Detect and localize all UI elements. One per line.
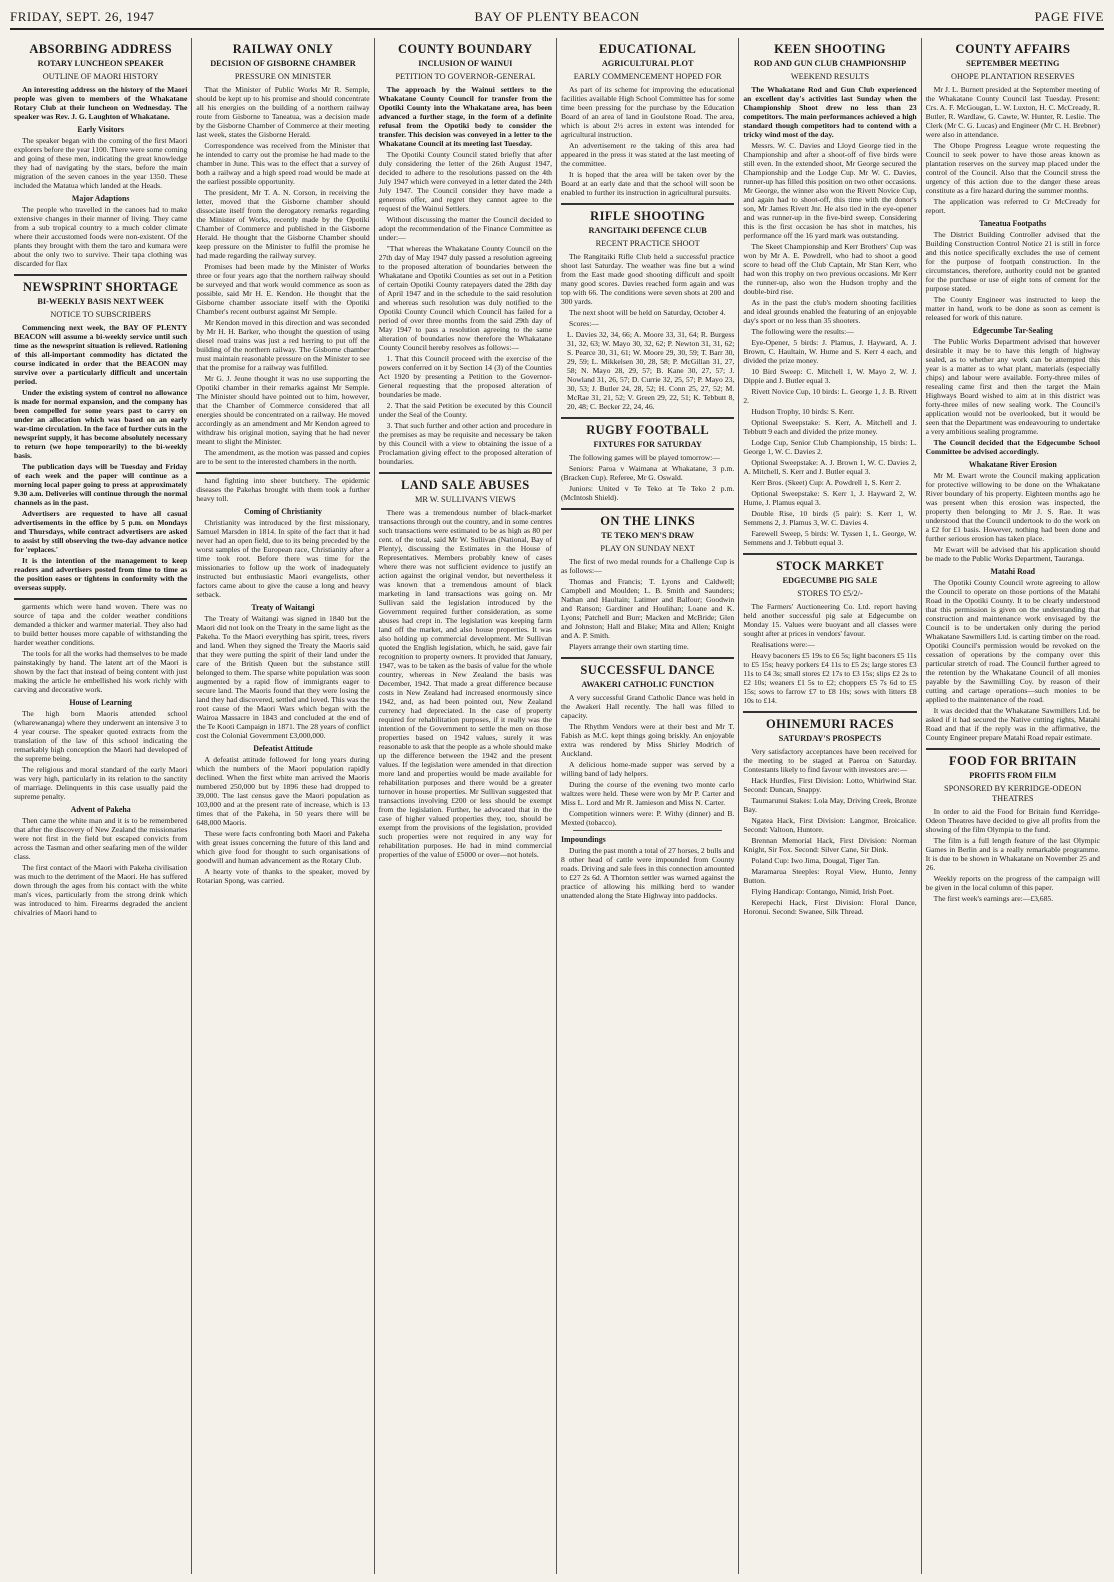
paragraph: The people who travelled in the canoes had to make extensive changes in their manner of living. They came from a sub tropical country to a much colder climate where their accustomed foods were non-existent. Of the plants they brought with them the taro and kumara were about the only two to survive. Their tapa clothing was discarded for flax [14,205,188,268]
result-line: Brennan Memorial Hack, First Division: Norman Knight, Sir Fox. Second: Silver Cane, Sir Dink. [743,836,917,854]
paragraph: Mr Ewart will be advised that his application should be made to the Public Works Department, Tauranga. [925,545,1100,563]
paragraph: During the past month a total of 27 horses, 2 bulls and 8 other head of cattle were impounded from County roads. Driving and sale fees in this connection amounted to £27 2s 6d. A Thornton settler was warned against the practice of allowing his milking herd to wander unattended along the State Highway into paddocks. [560,846,735,900]
column-1 [10,38,192,1574]
result-line: Ngatea Hack, First Division: Langmor, Broicalice. Second: Valtoon, Huntore. [743,816,917,834]
paragraph: The Farmers' Auctioneering Co. Ltd. report having held another successful pig sale at Edgecumbe on Monday 15. Values were buoyant and all classes were sought after at prices in vendors' favour. [743,602,917,638]
crosshead: Early Visitors [77,125,124,134]
paragraph: Christianity was introduced by the first missionary, Samuel Marsden in 1814. In spite of the fact that it had never had an open field, due to its being preceded by the worst samples of the European race, Christianity after a time took root. Before there was time for the missionaries to follow up the work of inadequately instructed but enthusiastic Maori evangelists, other factors came about to give the cause a long and heavy setback. [196,518,370,599]
issue-date: FRIDAY, SEPT. 26, 1947 [10,9,155,24]
result-line: Optional Sweepstake: A. J. Brown 1, W. C. Davies 2, A. Mitchell, S. Kerr and J. Butler equal 3. [743,458,917,476]
headline: RUGBY FOOTBALL [586,423,710,437]
paragraph: That the Minister of Public Works Mr R. Semple, should be kept up to his promise and should concentrate all his energies on the building of a northern railway route from Gisborne to Taneatua, was a decision made by the Gisborne Chamber of Commerce at their meeting last week, states the Gisborne Herald. [196,85,370,139]
result-line: Optional Sweepstake: S. Kerr, A. Mitchell and J. Tebbutt 9 each and divided the prize money. [743,418,917,436]
crosshead: Defeatist Attitude [253,744,313,753]
paragraph: The Ohope Progress League wrote requesting the Council to seek power to have those areas known as plantation reserves on the survey map placed under the control of the Council. Also that the Council stress the urgency of this action due to the danger these areas constitute as a fire hazard during the summer months. [925,141,1100,195]
subhead: PROFITS FROM FILM [969,771,1057,780]
result-line: Hudson Trophy, 10 birds: S. Kerr. [751,407,855,416]
column-6 [922,38,1104,1574]
result-line: Optional Sweepstake: S. Kerr 1, J. Hayward 2, W. Hume, J. Plamus equal 3. [743,489,917,507]
masthead [10,6,1104,30]
paragraph: Then came the white man and it is to be remembered that after the discovery of New Zealand the missionaries were not first in the field but escaped convicts from across the Tasman and other seafaring men of the wilder class. [14,816,188,861]
headline: COUNTY BOUNDARY [398,42,533,56]
crosshead: Treaty of Waitangi [251,603,315,612]
paragraph: The District Building Controller advised that the Building Construction Control Notice 21 is still in force and this notice specifically excludes the use of cement for the purpose of footpath construction. In the circumstances, therefore, authority could not be granted for the purchase or use of eight tons of cement for the purpose stated. [925,230,1100,293]
paragraph: The Council decided that the Edgecumbe School Committee be advised accordingly. [925,438,1100,456]
subhead: AGRICULTURAL PLOT [601,59,694,68]
column-2 [192,38,374,1574]
paragraph: The Opotiki County Council stated briefly that after duly considering the letter of the 26th August 1947, decided to adhere to the resolutions passed on the 4th July 1947 which were conveyed in a letter dated the 24th July 1947. The Council consider they have made a generous offer, and regret they cannot agree to the request of the Wainui Settlers. [378,150,552,213]
subhead: PLAY ON SUNDAY NEXT [600,544,695,553]
result-line: Rivett Novice Cup, 10 birds: L. George 1, J. B. Rivett 2. [743,387,917,405]
paragraph: Very satisfactory acceptances have been received for the meeting to be staged at Paeroa on Saturday. Contestants likely to find favour with investors are:— [743,747,917,774]
paragraph: The amendment, as the motion was passed and copies are to be sent to the interested chambers in the north. [196,448,370,466]
headline: SUCCESSFUL DANCE [580,663,715,677]
result-line: Hack Hurdles, First Division: Lotto, Whirlwind Star. Second: Duncan, Snappy. [743,776,917,794]
lead-paragraph: An interesting address on the history of the Maori people was given to members of the Whakatane Rotary Club at their luncheon on Wednesday. The speaker was Rev. J. G. Laughton of Whakatane. [14,85,188,121]
subhead: PETITION TO GOVERNOR-GENERAL [395,72,536,81]
subhead: ROTARY LUNCHEON SPEAKER [37,59,164,68]
paragraph: The first of two medal rounds for a Challenge Cup is as follows:— [560,557,735,575]
paragraph: The application was referred to Cr McCready for report. [925,197,1100,215]
subhead: PRESSURE ON MINISTER [234,72,332,81]
paragraph: Correspondence was received from the Minister that he intended to carry out the promise he had made to the chamber in June. This was to the effect that a survey of both a railway and a high speed road would be made at the earliest possible opportunity. [196,141,370,186]
paragraph: Commencing next week, the BAY OF PLENTY BEACON will assume a bi-weekly service until such time as the newsprint situation is relieved. Rationing of this all-important commodity has dictated the course indicated in order that the BEACON may survive over a particularly difficult and uncertain period. [14,323,188,386]
subhead: AWAKERI CATHOLIC FUNCTION [581,680,714,689]
subhead: TE TEKO MEN'S DRAW [601,531,695,540]
paragraph: The next shoot will be held on Saturday, October 4. [568,308,726,317]
divider [561,508,734,510]
subhead: SPONSORED BY KERRIDGE-ODEON THEATRES [944,784,1082,803]
subhead: STORES TO £5/2/- [797,589,863,598]
paragraph: Realisations were:— [751,640,815,649]
paragraph: The Rangitaiki Rifle Club held a successful practice shoot last Saturday. The weather was fine but a wind from the East made good shooting difficult and spoilt many good scores. Davies reached form again and was top with 66. The conditions were seven shots at 200 and 300 yards. [560,252,735,306]
subhead: OHOPE PLANTATION RESERVES [951,72,1075,81]
divider [14,598,187,600]
paragraph: It was decided that the Whakatane Sawmillers Ltd. be asked if it had secured the Native cutting rights, Matahi Road and that if the reply was in the affirmative, the County Engineer prepare Matahi Road repair estimate. [925,706,1100,742]
paragraph: 3. That such further and other action and procedure in the premises as may be requisite and necessary be taken by this Council with a view to obtaining the issue of a Proclamation giving effect to the proposed alteration of boundaries. [378,421,552,466]
divider [573,830,722,831]
paragraph: garments which were hand woven. There was no source of tapa and the colder weather conditions demanded a thicker and warmer material. They also had to build better houses more capable of withstanding the harder weather conditions. [14,602,188,647]
paragraph: As part of its scheme for improving the educational facilities available High School Committee has for some time been pressing for the purchase by the Education Board of an area of land in Goulstone Road. The area, which is about 2½ acres in extent was intended for agricultural instruction. [560,85,735,139]
subhead: RANGITAIKI DEFENCE CLUB [588,226,707,235]
divider [14,274,187,276]
score-list: L. Davies 32, 34, 66; A. Moore 33, 31, 64; R. Burgess 31, 32, 63; W. Mayo 30, 32, 62; P. Newton 31, 31, 62; S. Pearce 30, 31, 61; W. Moore 29, 30, 59; T. Barr 30, 29, 59; L. Mikkelsen 30, 28, 58; P. McGillan 31, 27, 58; N. Mayo 28, 29, 57; B. Kane 30, 27, 57; J. Nowland 31, 26, 57; D. Currie 32, 25, 57; P. Mayo 23, 30, 53; J. Butler 24, 28, 52; H. Conn 25, 27, 52; M. McRae 31, 21, 52; V. Green 29, 22, 51; K. Tebbutt 8, 20, 48; C. Becker 22, 24, 46. [566,330,735,411]
paragraph: 1. That this Council proceed with the exercise of the powers conferred on it by Section 14 (3) of the Counties Act 1920 by presenting a Petition to the Governor-General requesting that the proposed alteration of boundaries be made. [378,354,552,399]
divider [561,657,734,659]
crosshead: Edgecumbe Tar-Sealing [972,326,1053,335]
subhead: EDGECUMBE PIG SALE [782,576,878,585]
paragraph: Juniors: United v Te Teko at Te Teko 2 p.m. (McIntosh Shield). [560,484,735,502]
paragraph: The Treaty of Waitangi was signed in 1840 but the Maori did not look on the Treaty in the same light as the Pakeha. To the Maori everything has spirit, trees, rivers and land. When they signed the Treaty the Maoris said that they were putting the spirit of their land under the care of the British Queen but the substance still belonged to them. The sparse white population was soon augmented by a rapid flow of immigrants eager to secure land. The Maoris found that they were losing the land they had discovered, settled and loved. This was the root cause of the Maori Wars which began with the Wairoa Massacre in 1843 and concluded at the end of the Te Kooti Campaign in 1871. The 28 years of conflict cost the Colonial Government £3,000,000. [196,614,370,740]
paragraph: A delicious home-made supper was served by a willing band of lady helpers. [560,760,735,778]
paragraph: The president, Mr T. A. N. Corson, in receiving the letter, moved that the Gisborne chamber should dissociate itself from the derogatory remarks regarding the Minister of Works, recently made by the Opotiki Chamber of Commerce and published in the Gisborne Herald. He thought that the Gisborne Chamber should keep pressure on the Minister to fulfil the promise he had made regarding the railway survey. [196,188,370,260]
crosshead: Major Adaptions [71,194,130,203]
paragraph: There was a tremendous number of black-market transactions through out the country, and in some centres such transactions were estimated to be as high as 80 per cent. of the total, said Mr W. Sullivan (National, Bay of Plenty), discussing the Estimates in the House of Representatives. Members probably knew of cases where there was not sufficient evidence to justify an action against the original vendor, but nevertheless it was known that a tremendous amount of black marketing in land transactions was going on. Mr Sullivan said the legislation introduced by the Government required further consideration, as some abuses had crept in. The legislation was keeping farm land off the market, and also house properties. It was also holding up commercial development. Mr Sullivan quoted the English legislation, which, he said, gave fair recognition to property owners. It provided that January, 1947, was to be taken as the basis of value for the whole country, whereas in New Zealand the basis was December, 1942. That made a great difference because costs in New Zealand had increased enormously since 1942, and, as had been pointed out, New Zealand currency had depreciated. In the case of property required for rehabilitation purposes, if it really was the intention of the Government to settle the men on those properties based on 1942 values, surely it was reasonable to ask that the people as a whole should make up the difference between the 1942 and the present values. If the legislation were amended in that direction more land and properties would be made available for rehabilitation purposes and there would be a greater turnover in house properties. Mr Sullivan suggested that transactions involving £200 or less should be exempt from the legislation. Further, he advocated that in the case of higher valued properties they, too, should be exempt from the provisions of the legislation, provided such properties were not required in any way for rehabilitation purposes. He had in mind commercial properties of the value of £5000 or over—not hotels. [378,508,552,859]
headline: STOCK MARKET [776,559,884,573]
headline: ABSORBING ADDRESS [29,42,172,56]
paragraph: hand fighting into sheer butchery. The epidemic diseases the Pakehas brought with them took a further heavy toll. [196,476,370,503]
paragraph: The following games will be played tomorrow:— [568,453,720,462]
paragraph: The Skeet Championship and Kerr Brothers' Cup was won by Mr A. E. Powdrell, who had to shoot a good score to head off the Club Captain, Mr Stan Kerr, who had won this trophy on two previous occasions. Mr Kerr the runner-up, also won the Hudson trophy and the double-bird rise. [743,242,917,296]
headline: RAILWAY ONLY [232,42,334,56]
result-line: Taumarunui Stakes: Lola May, Driving Creek, Bronze Bay. [743,796,917,814]
paragraph: Advertisers are requested to have all casual advertisements in the office by 5 p.m. on Mondays and Thursdays, while contract advertisers are asked to assist by still observing the two-day advance notice for 'replaces.' [14,509,188,554]
subhead: INCLUSION OF WAINUI [418,59,513,68]
paragraph: Scores:— [568,319,599,328]
headline: ON THE LINKS [600,514,696,528]
result-line: 10 Bird Sweep: C. Mitchell 1, W. Mayo 2, W. J. Dippie and J. Butler equal 3. [743,367,917,385]
divider [561,203,734,205]
paragraph: Mr J. L. Burnett presided at the September meeting of the Whakatane County Council last Tuesday. Present: Crs. A. F. McGougan, L. W. Luxton, H. C. McCready, R. Butler, R. Wardlaw, G. Cawte, W. Hunter, R. Leslie. The Clerk (Mr C. G. Lucas) and Engineer (Mr C. H. Brebner) were also in attendance. [925,85,1100,139]
paragraph: The speaker began with the coming of the first Maori explorers before the year 1100. There were some coming and going of these men, indicating the great knowledge they had of navigating by the stars, before the main migration of the seven canoes in the year 1350. These included the Matatua which landed at the Heads. [14,136,188,190]
paragraph: The religious and moral standard of the early Maori was very high, particularly in its relation to the sanctity of marriage. Delinquents in this case usually paid the supreme penalty. [14,765,188,801]
headline: LAND SALE ABUSES [400,478,530,492]
newspaper-name: BAY OF PLENTY BEACON [474,9,640,24]
paragraph: A very successful Grand Catholic Dance was held in the Awakeri Hall recently. The hall was filled to capacity. [560,693,735,720]
paragraph: 2. That the said Petition be executed by this Council under the Seal of the County. [378,401,552,419]
crosshead: Whakatane River Erosion [968,460,1057,469]
subhead: WEEKEND RESULTS [790,72,870,81]
paragraph: Mr M. Ewart wrote the Council making application for protective willowing to be done on the Whakatane River boundary of his property. Eighteen months ago he was present when this erosion was inspected, the property then belonging to Mr J. S. Rae. It was understood that the Council undertook to do the work on a £2 for £1 basis. However, nothing had been done and further serious erosion has taken place. [925,471,1100,543]
result-line: Eye-Opener, 5 birds: J. Plamus, J. Hayward, A. J. Brown, C. Haultain, W. Hume and S. Kerr 4 each, and divided the prize money. [743,338,917,365]
divider [196,472,369,474]
column-5 [739,38,921,1574]
lead-paragraph: The approach by the Wainui settlers to the Whakatane County Council for transfer from the Opotiki County into the Whakatane area, has been advanced a further stage, in the form of a definite refusal from the Opotiki body to consider the transfer. This decision was conveyed in a letter to the Whakatane Council at its meeting last Tuesday. [378,85,552,148]
result-line: Farewell Sweep, 5 birds: W. Tyssen 1, L. George, W. Semmens and J. Tebbutt equal 3. [743,529,917,547]
paragraph: The high born Maoris attended school (wharewananga) where they underwent an intensive 3 to 4 year course. The speaker quoted extracts from the translation of the law of this school indicating the remarkably high conception the Maori had developed of the supreme being. [14,709,188,763]
paragraph: Thomas and Francis; T. Lyons and Caldwell; Campbell and Moulden; L. B. Smith and Saunders; Nathan and Haultain; Latimer and Balfour; Goodwin and Ranson; Gardiner and Houlihan; Loane and K. Lyons; Patchell and Burr; Macken and McBride; Glen and Johnston; Hall and Blake; Mita and Allen; Knight and A. P. Smith. [560,577,735,640]
paragraph: A defeatist attitude followed for long years during which the numbers of the Maori population rapidly declined. When the first white man arrived the Maoris numbered 250,000 but by 1896 these had dropped to 39,000. The last census gave the Maori population as 103,000 and at the present rate of increase, which is 13 times that of the Pakeha, in 50 years there will be 648,000 Maoris. [196,755,370,827]
subhead: RECENT PRACTICE SHOOT [595,239,700,248]
subhead: SATURDAY'S PROSPECTS [778,734,882,743]
page-columns [10,38,1104,1574]
subhead: DECISION OF GISBORNE CHAMBER [210,59,356,68]
subhead: EARLY COMMENCEMENT HOPED FOR [573,72,722,81]
paragraph: An advertisement re the taking of this area had appeared in the press it was stated at the last meeting of the committee. [560,141,735,168]
paragraph: It is hoped that the area will be taken over by the Board at an early date and that the school will soon be enabled to further its instruction in agricultural pursuits. [560,170,735,197]
paragraph: As in the past the club's modern shooting facilities and ideal grounds enabled the featuring of an enjoyable day's sport or no less than 35 shooters. [743,298,917,325]
paragraph: A hearty vote of thanks to the speaker, moved by Rotarian Spong, was carried. [196,867,370,885]
subhead: MR W. SULLIVAN'S VIEWS [414,495,516,504]
headline: EDUCATIONAL [599,42,697,56]
divider [561,417,734,419]
paragraph: Mr G. J. Jeune thought it was no use supporting the Opotiki chamber in their remarks against Mr Semple. The Minister should have pointed out to him, however, that the Chamber of Commerce considered that all energies should be concentrated on a railway. He moved accordingly as an amendment and Mr Kendon agreed to withdraw his original motion, saying that he had never meant to slight the Minister. [196,374,370,446]
divider [743,553,916,555]
paragraph: Players arrange their own starting time. [568,642,689,651]
headline: KEEN SHOOTING [774,42,886,56]
divider [926,748,1100,750]
result-line: Kerepechi Hack, First Division: Floral Dance, Horonui. Second: Swanee, Silk Thread. [743,898,917,916]
result-line: Double Rise, 10 birds (5 pair): S. Kerr 1, W. Semmens 2, J. Plamus 3, W. C. Davies 4. [743,509,917,527]
subhead: FIXTURES FOR SATURDAY [593,440,702,449]
paragraph: "That whereas the Whakatane County Council on the 27th day of May 1947 duly passed a resolution agreeing to the proposed alteration of boundaries between the Whakatane and Opotiki Counties as set out in a Petition of certain Opotiki County ratepayers dated the 28th day of April 1947 and in the schedule to the said resolution and whereas such resolution was duly notified to the Opotiki County Council which Council has failed for a period of over three months from the said 29th day of May 1947 to pass a resolution agreeing to the same alteration of boundaries now therefore the Whakatane County Council hereby resolves as follows:— [378,244,552,352]
headline: COUNTY AFFAIRS [955,42,1071,56]
headline: NEWSPRINT SHORTAGE [23,280,179,294]
column-3 [375,38,557,1574]
paragraph: The film is a full length feature of the last Olympic Games in Berlin and is a really remarkable programme. It is due to be shown in Whakatane on November 25 and 26. [925,836,1100,872]
subhead: OUTLINE OF MAORI HISTORY [42,72,159,81]
crosshead: Impoundings [560,835,606,844]
result-line: Poland Cup: Iwo Jima, Dougal, Tiger Tan. [751,856,880,865]
paragraph: Weekly reports on the progress of the campaign will be given in the local column of this paper. [925,874,1100,892]
subhead: BI-WEEKLY BASIS NEXT WEEK [37,297,164,306]
paragraph: Mr Kendon moved in this direction and was seconded by Mr H. H. Barker, who thought the question of using diesel road trains was just a red herring to put off the building of the northern railway. The Gisborne chamber must maintain reasonable pressure on the Minister to see that the promise for a railway was fulfilled. [196,318,370,372]
crosshead: Coming of Christianity [243,507,323,516]
result-line: Flying Handicap: Contango, Nimid, Irish Poet. [751,887,894,896]
headline: OHINEMURI RACES [766,717,894,731]
paragraph: The Public Works Department advised that however desirable it may be to have this length of highway sealed, as to whether any work can be attempted this year is a matter as to what plant, materials (especially chips) and labour were available. Forty-three miles of resealing came first and then the target the Main Highways Board wished to aim at in this district was forty-three miles of new sealing work. The Council's application would not be overlooked, but it would be seen that the Department was endeavouring to undertake a very ambitious sealing programme. [925,337,1100,436]
paragraph: It is the intention of the management to keep readers and advertisers posted from time to time as the position eases or tightens in conformity with the overseas supply. [14,556,188,592]
paragraph: Heavy baconers £5 19s to £6 5s; light baconers £5 11s to £5 15s; heavy porkers £4 11s to £5 2s; large stores £3 11s to £4 3s; small stores £2 17s to £3 15s; slips £2 2s to £2 10s; weaners £1 5s to £2; choppers £5 7s 6d to £5 15s; sows to farrow £7 to £8 10s; sows with litters £8 10s to £14. [743,651,917,705]
paragraph: Promises had been made by the Minister of Works three or four years ago that the northern railway should be surveyed and that work would commence as soon as possible, said Mr H. E. Kendon. He thought that the Gisborne chamber associate itself with the Opotiki Chamber's recent outburst against Mr Semple. [196,262,370,316]
paragraph: The following were the results:— [751,327,854,336]
crosshead: Taneatua Footpaths [979,219,1047,228]
paragraph: The Rhythm Vendors were at their best and Mr T. Fabish as M.C. kept things going briskly. An enjoyable extra was rendered by Miss Shirley Modrich of Auckland. [560,722,735,758]
paragraph: These were facts confronting both Maori and Pakeha with great issues concerning the future of this land and which give food for thought to such organisations of goodwill and human advancement as the Rotary Club. [196,829,370,865]
result-line: Kerr Bros. (Skeet) Cup: A. Powdrell 1, S. Kerr 2. [751,478,902,487]
paragraph: Messrs. W. C. Davies and Lloyd George tied in the Championship and after a shoot-off of five birds were still even. In the extended shoot, Mr George secured the Championship and the Lodge Cup. Mr W. C. Davies, runner-up has filled this position on two other occasions. Mr George, the winner also won the Rivett Novice Cup, and again had to shoot-off, this time with the donor's son, Mr James Rivett Jnr. He also tied in the eye-opener and was runner-up in the five-bird sweep. Considering this is the first occasion he has shot in matches, his performance off the 16 yard mark was outstanding. [743,141,917,240]
paragraph: In order to aid the Food for Britain fund Kerridge-Odeon Theatres have decided to give all profits from the showing of the film Olympia to the fund. [925,807,1100,834]
paragraph: The first contact of the Maori with Pakeha civilisation was much to the detriment of the Maori. He has suffered down through the ages from his contact with the white man's vices, particularly from the strong drink which was introduced to him. Firearms degraded the ancient chivalries of Maori hand to [14,863,188,917]
subhead: ROD AND GUN CLUB CHAMPIONSHIP [753,59,907,68]
crosshead: Advent of Pakeha [70,805,131,814]
paragraph: The Opotiki County Council wrote agreeing to allow the Council to operate on those portions of the Matahi Road in the Opotiki County. It to be clearly understood that this permission is given on the understanding that construction and maintenance work envisaged by the Council is to be undertaken only during the period Whakatane Sawmillers Ltd. is carting timber on the road. Opotiki Council's permission would be revoked on the cessation of operations by the company over this particular stretch of road. The Council further agreed to the retention by the Whakatane Council of all monies payable by the Sawmilling Coy. by reason of their cutting and cartage operations—such monies to be applied to the maintenance of the road. [925,578,1100,704]
column-4 [557,38,739,1574]
subhead: SEPTEMBER MEETING [966,59,1060,68]
headline: RIFLE SHOOTING [590,209,706,223]
lead-paragraph: The Whakatane Rod and Gun Club experienced an excellent day's activities last Sunday when the Championship Shoot drew no less than 23 competitors. The main performances achieved a high standard though competitors had to contend with a tricky wind most of the day. [743,85,917,139]
paragraph: Without discussing the matter the Council decided to adopt the recommendation of the Finance Committee as under:— [378,215,552,242]
paragraph: Seniors: Paroa v Waimana at Whakatane, 3 p.m. (Bracken Cup). Referee, Mr G. Oswald. [560,464,735,482]
page-number: PAGE FIVE [1034,9,1104,24]
paragraph: The tools for all the works had themselves to be made painstakingly by hand. The latent art of the Maori is shown by the fact that instead of being content with just making the article he embellished his work richly with carving and decorative work. [14,649,188,694]
paragraph: The County Engineer was instructed to keep the matter in hand, work to be done as soon as cement is released for work of this nature. [925,295,1100,322]
crosshead: House of Learning [69,698,133,707]
divider [743,711,916,713]
paragraph: The publication days will be Tuesday and Friday of each week and the paper will continue as a morning local paper going to press at approximately 9.30 a.m. Deliveries will continue through the normal channels as in the past. [14,462,188,507]
result-line: Maramarua Steeples: Royal View, Hunto, Jenny Button. [743,867,917,885]
paragraph: The first week's earnings are:—£3,685. [933,894,1054,903]
paragraph: During the course of the evening two monte carlo waltzes were held. These were won by Mr P. Carter and Miss L. Lord and Mr R. Jamieson and Miss N. Carter. [560,780,735,807]
divider [379,472,552,474]
result-line: Lodge Cup, Senior Club Championship, 15 birds: L. George 1, W. C. Davies 2. [743,438,917,456]
subhead: NOTICE TO SUBSCRIBERS [50,310,151,319]
crosshead: Matahi Road [990,567,1036,576]
paragraph: Under the existing system of control no allowance is made for normal expansion, and the company has been compelled for some years past to carry on under an allocation which was based on an early war-time circulation. In the face of further cuts in the newsprint supply, it has become absolutely necessary to return (we hope temporarily) to the bi-weekly basis. [14,388,188,460]
paragraph: Competition winners were: P. Withy (dinner) and B. Mexted (tobacco). [560,809,735,827]
headline: FOOD FOR BRITAIN [948,754,1077,768]
